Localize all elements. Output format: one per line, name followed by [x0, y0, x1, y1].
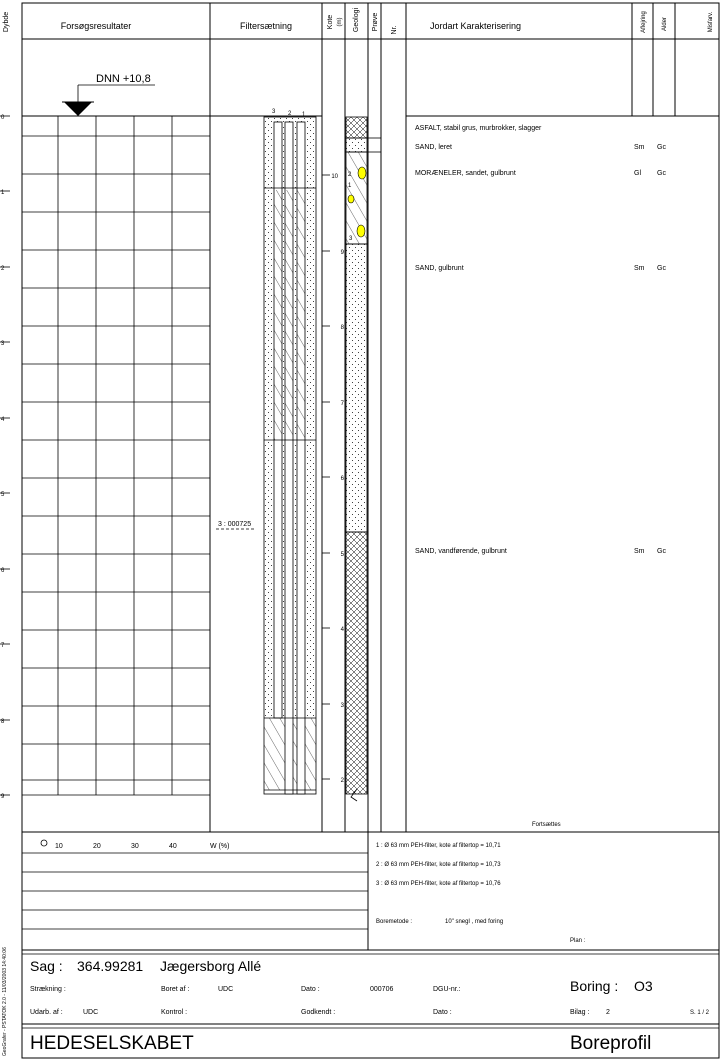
udarb-label: Udarb. af : [30, 1009, 63, 1016]
depth-tick-5: 5 [1, 492, 5, 498]
sample-label: 3 : 000725 [218, 521, 252, 528]
misfarv-label: Misfarv. [708, 11, 714, 33]
scale-tick-10: 10 [55, 843, 63, 850]
boret-value: UDC [218, 986, 234, 993]
dato-label: Dato : [301, 986, 320, 993]
scale-unit: W (%) [210, 843, 230, 850]
alder-label: Alder [662, 16, 668, 32]
depth-axis [0, 116, 10, 795]
kote-tick-2: 2 [340, 778, 344, 784]
layer-aflejring-5: Sm [634, 548, 645, 555]
filter-number-1: 1 [302, 112, 306, 118]
kote-label: Kote [327, 14, 334, 30]
scale-symbol [41, 840, 47, 846]
kote-tick-9: 9 [340, 250, 344, 256]
results-grid [22, 116, 210, 795]
layer-desc-3: MORÆNELER, sandet, gulbrunt [415, 170, 516, 177]
depth-tick-4: 4 [1, 417, 5, 423]
filter-column [264, 117, 316, 794]
scale-tick-40: 40 [169, 843, 177, 850]
kote-tick-10: 10 [331, 174, 338, 180]
godkendt-label: Godkendt : [301, 1009, 336, 1016]
geology-column [346, 117, 367, 801]
boremetode-value: 10" snegl , med foring [445, 919, 504, 925]
geology-marker-2: 2 [348, 172, 352, 178]
kontrol-label: Kontrol : [161, 1009, 188, 1016]
continues-label: Fortsættes [532, 822, 561, 828]
sag-label: Sag : [30, 958, 63, 974]
layer-desc-1: ASFALT, stabil grus, murbrokker, slagger [415, 125, 542, 132]
depth-tick-9: 9 [1, 794, 5, 800]
depth-tick-1: 1 [1, 190, 5, 196]
layer-desc-4: SAND, gulbrunt [415, 265, 464, 272]
layer-alder-3: Gc [657, 170, 666, 177]
doc-title: Boreprofil [570, 1033, 652, 1054]
layer-alder-4: Gc [657, 265, 666, 272]
depth-label: Dybde [3, 11, 10, 33]
filter-note-3: 3 : Ø 63 mm PEH-filter, kote af filtertop = 10,76 [376, 881, 501, 887]
layer-alder-2: Gc [657, 144, 666, 151]
depth-tick-8: 8 [1, 719, 5, 725]
proeve-label: Prøve [372, 12, 379, 32]
boret-label: Boret af : [161, 986, 190, 993]
filter-label: Filtersætning [239, 21, 293, 31]
geology-marker-3: 3 [349, 236, 353, 242]
depth-tick-0: 0 [1, 115, 5, 121]
dgu-label: DGU-nr.: [433, 986, 461, 993]
kote-tick-3: 3 [340, 703, 344, 709]
kote-ticks [322, 175, 330, 779]
dato-value: 000706 [370, 986, 394, 993]
kote-tick-8: 8 [340, 325, 344, 331]
layer-aflejring-4: Sm [634, 265, 645, 272]
geologi-label: Geologi [353, 7, 360, 33]
sag-name: Jægersborg Allé [160, 958, 262, 974]
soil-label: Jordart Karakterisering [430, 21, 522, 31]
kote-tick-4: 4 [340, 627, 344, 633]
geology-marker-1: 1 [348, 183, 352, 189]
dato2-label: Dato : [433, 1009, 452, 1016]
page-label: S. 1 / 2 [690, 1010, 710, 1016]
dnn-label: DNN +10,8 [96, 73, 151, 85]
lower-rows [22, 853, 368, 929]
layer-desc-5: SAND, vandførende, gulbrunt [415, 548, 507, 555]
boring-value: O3 [634, 978, 653, 994]
bilag-value: 2 [606, 1009, 610, 1016]
layer-separators [368, 138, 381, 152]
company-name: HEDESELSKABET [30, 1033, 194, 1054]
kote-tick-6: 6 [340, 476, 344, 482]
filter-number-2: 2 [288, 111, 292, 117]
frame-lines [22, 3, 719, 1058]
straekning-label: Strækning : [30, 986, 66, 993]
filter-note-2: 2 : Ø 63 mm PEH-filter, kote af filtertop = 10,73 [376, 862, 501, 868]
boremetode-label: Boremetode : [376, 919, 413, 925]
depth-tick-6: 6 [1, 568, 5, 574]
depth-tick-3: 3 [1, 341, 5, 347]
scale-tick-30: 30 [131, 843, 139, 850]
depth-tick-2: 2 [1, 266, 5, 272]
bilag-label: Bilag : [570, 1009, 590, 1016]
layer-aflejring-2: Sm [634, 144, 645, 151]
udarb-value: UDC [83, 1009, 99, 1016]
sag-number: 364.99281 [77, 958, 144, 974]
layer-desc-2: SAND, leret [415, 144, 452, 151]
kote-tick-5: 5 [340, 552, 344, 558]
layer-aflejring-3: Gl [634, 170, 641, 177]
filter-number-3: 3 [272, 109, 276, 115]
nr-label: Nr. [391, 25, 398, 35]
layer-alder-5: Gc [657, 548, 666, 555]
scale-tick-20: 20 [93, 843, 101, 850]
filter-note-1: 1 : Ø 63 mm PEH-filter, kote af filtertop = 10,71 [376, 843, 501, 849]
plan-label: Plan : [570, 938, 586, 944]
dnn-marker [62, 85, 155, 116]
kote-unit: (m) [337, 17, 343, 27]
boring-label: Boring : [570, 978, 619, 994]
aflejring-label: Aflejring [641, 11, 647, 33]
depth-tick-7: 7 [1, 643, 5, 649]
side-note: GeoGrafer - PSTATOK 2.0 - 11/03/2003 14:40:06 [2, 947, 8, 1056]
kote-tick-7: 7 [340, 401, 344, 407]
test-results-label: Forsøgsresultater [60, 21, 132, 31]
